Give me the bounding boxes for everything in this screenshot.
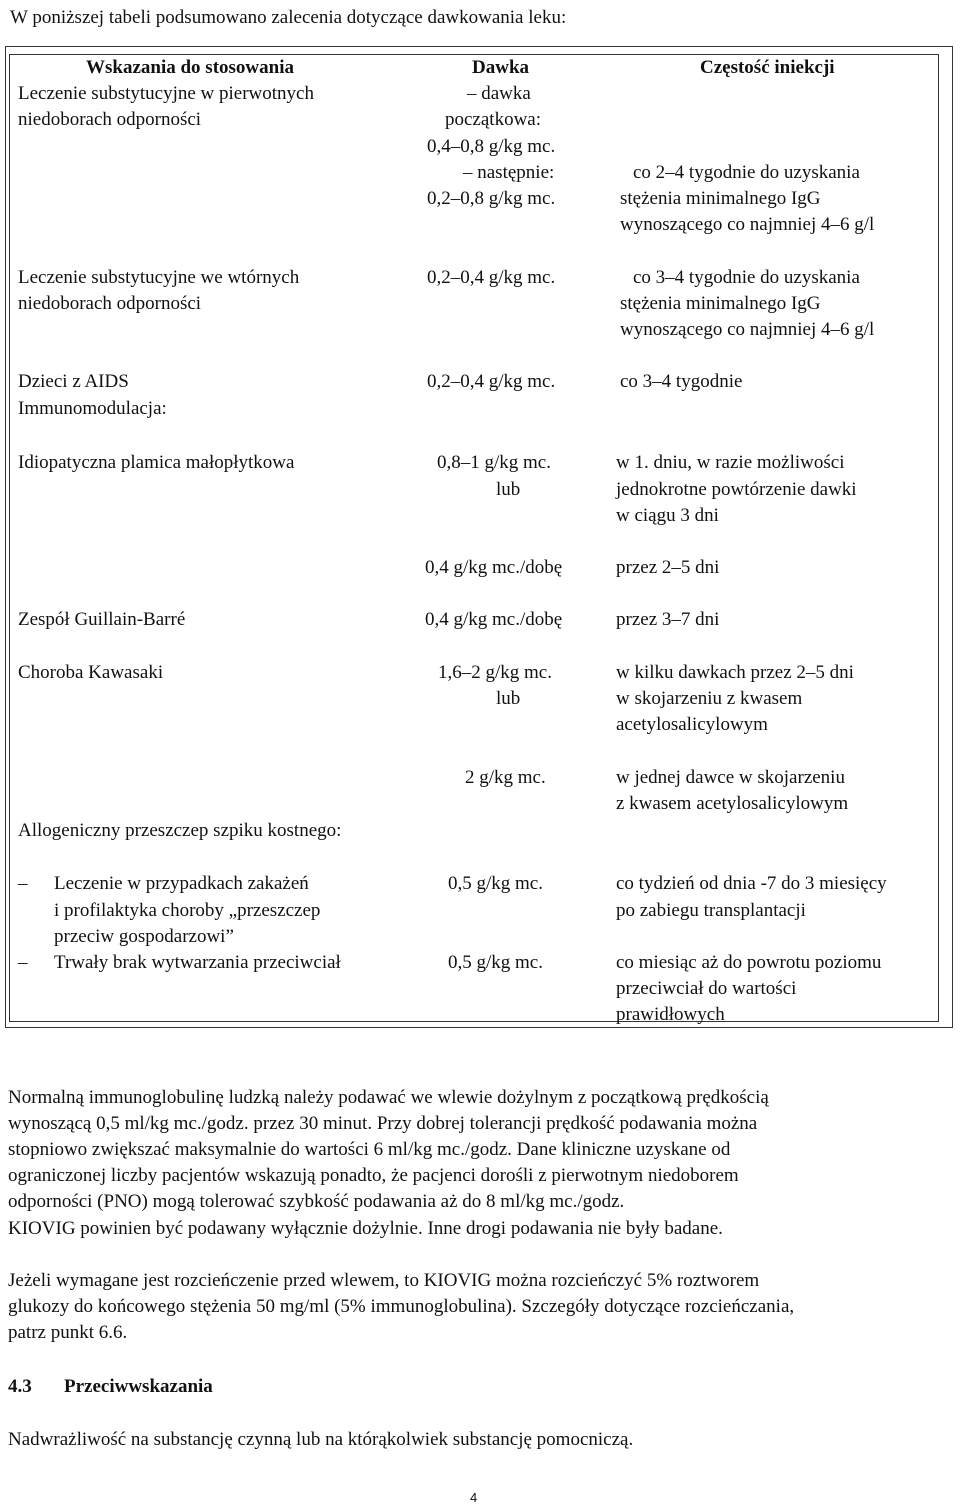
bmt-2-indication: Trwały brak wytwarzania przeciwciał bbox=[54, 952, 341, 973]
pid-dose-line: – dawka bbox=[467, 83, 531, 104]
header-frequency: Częstość iniekcji bbox=[700, 57, 835, 78]
bmt-2-dose: 0,5 g/kg mc. bbox=[448, 952, 543, 973]
aids-frequency: co 3–4 tygodnie bbox=[620, 371, 743, 392]
pid-frequency-line: wynoszącego co najmniej 4–6 g/l bbox=[620, 214, 875, 235]
pid-dose-line: – następnie: bbox=[463, 162, 555, 183]
pid-dose-line: 0,4–0,8 g/kg mc. bbox=[427, 136, 556, 157]
kawasaki-dose-1: 1,6–2 g/kg mc. bbox=[438, 662, 552, 683]
kawasaki-dose-2: 2 g/kg mc. bbox=[465, 767, 546, 788]
pid-indication-line: Leczenie substytucyjne w pierwotnych bbox=[18, 83, 314, 104]
infusion-rate-paragraph bbox=[8, 1085, 942, 1215]
intro-text: W poniższej tabeli podsumowano zalecenia dotyczące dawkowania leku: bbox=[10, 7, 567, 28]
sid-indication-line: niedoborach odporności bbox=[18, 293, 202, 314]
dash-icon: – bbox=[18, 873, 28, 894]
bmt-1-frequency-line: po zabiegu transplantacji bbox=[616, 900, 806, 921]
paragraph-line: stopniowo zwiększać maksymalnie do wartości 6 ml/kg mc./godz. Dane kliniczne uzyskane od bbox=[8, 1139, 731, 1160]
section-number: 4.3 bbox=[8, 1376, 32, 1397]
gbs-frequency: przez 3–7 dni bbox=[616, 609, 720, 630]
header-dose: Dawka bbox=[472, 57, 530, 78]
itp-frequency-2: przez 2–5 dni bbox=[616, 557, 720, 578]
sid-frequency-line: stężenia minimalnego IgG bbox=[620, 293, 821, 314]
bmt-1-frequency-line: co tydzień od dnia -7 do 3 miesięcy bbox=[616, 873, 887, 894]
hypersensitivity-paragraph: Nadwrażliwość na substancję czynną lub na którąkolwiek substancję pomocniczą. bbox=[8, 1429, 634, 1450]
immunomodulation-heading: Immunomodulacja: bbox=[18, 398, 167, 419]
bmt-1-indication-line: przeciw gospodarzowi” bbox=[54, 926, 234, 947]
kawasaki-frequency-line: w skojarzeniu z kwasem bbox=[616, 688, 803, 709]
itp-indication: Idiopatyczna plamica małopłytkowa bbox=[18, 452, 295, 473]
pid-dose-line: 0,2–0,8 g/kg mc. bbox=[427, 188, 556, 209]
paragraph-line: ograniczonej liczby pacjentów wskazują ponadto, że pacjenci dorośli z pierwotnym niedoborem bbox=[8, 1165, 739, 1186]
paragraph-line: odporności (PNO) mogą tolerować szybkość podawania aż do 8 ml/kg mc./godz. bbox=[8, 1191, 625, 1212]
dash-icon: – bbox=[18, 952, 28, 973]
kawasaki-frequency-line: acetylosalicylowym bbox=[616, 714, 768, 735]
bmt-1-indication-line: Leczenie w przypadkach zakażeń bbox=[54, 873, 309, 894]
bmt-1-dose: 0,5 g/kg mc. bbox=[448, 873, 543, 894]
bmt-2-frequency-line: co miesiąc aż do powrotu poziomu bbox=[616, 952, 882, 973]
itp-frequency-line: w 1. dniu, w razie możliwości bbox=[616, 452, 845, 473]
sid-dose: 0,2–0,4 g/kg mc. bbox=[427, 267, 556, 288]
pid-dose-line: początkowa: bbox=[445, 109, 542, 130]
itp-dose-1: 0,8–1 g/kg mc. bbox=[437, 452, 551, 473]
itp-frequency-line: jednokrotne powtórzenie dawki bbox=[616, 479, 857, 500]
paragraph-line: glukozy do końcowego stężenia 50 mg/ml (5% immunoglobulina). Szczegóły dotyczące rozcieńczania, bbox=[8, 1296, 795, 1317]
kawasaki-frequency-line: w kilku dawkach przez 2–5 dni bbox=[616, 662, 854, 683]
paragraph-line: wynoszącą 0,5 ml/kg mc./godz. przez 30 minut. Przy dobrej tolerancji prędkość podawania można bbox=[8, 1113, 758, 1134]
paragraph-line: patrz punkt 6.6. bbox=[8, 1322, 128, 1343]
bmt-heading: Allogeniczny przeszczep szpiku kostnego: bbox=[18, 820, 342, 841]
kawasaki-indication: Choroba Kawasaki bbox=[18, 662, 164, 683]
sid-frequency-line: co 3–4 tygodnie do uzyskania bbox=[633, 267, 860, 288]
kawasaki-frequency-line: w jednej dawce w skojarzeniu bbox=[616, 767, 845, 788]
itp-dose-2: 0,4 g/kg mc./dobę bbox=[425, 557, 563, 578]
kawasaki-frequency-line: z kwasem acetylosalicylowym bbox=[616, 793, 849, 814]
bmt-2-frequency-line: prawidłowych bbox=[616, 1004, 725, 1025]
header-indication: Wskazania do stosowania bbox=[86, 57, 294, 78]
kawasaki-or: lub bbox=[496, 688, 521, 709]
pid-indication-line: niedoborach odporności bbox=[18, 109, 202, 130]
page-number: 4 bbox=[470, 1490, 478, 1505]
gbs-indication: Zespół Guillain-Barré bbox=[18, 609, 186, 630]
itp-frequency-line: w ciągu 3 dni bbox=[616, 505, 719, 526]
itp-or: lub bbox=[496, 479, 521, 500]
aids-indication: Dzieci z AIDS bbox=[18, 371, 129, 392]
gbs-dose: 0,4 g/kg mc./dobę bbox=[425, 609, 563, 630]
pid-frequency-line: stężenia minimalnego IgG bbox=[620, 188, 821, 209]
aids-dose: 0,2–0,4 g/kg mc. bbox=[427, 371, 556, 392]
paragraph-line: Normalną immunoglobulinę ludzką należy podawać we wlewie dożylnym z początkową prędkością bbox=[8, 1087, 769, 1108]
bmt-2-frequency-line: przeciwciał do wartości bbox=[616, 978, 797, 999]
section-title: Przeciwwskazania bbox=[64, 1376, 213, 1397]
iv-only-paragraph: KIOVIG powinien być podawany wyłącznie dożylnie. Inne drogi podawania nie były badane. bbox=[8, 1218, 723, 1239]
sid-indication-line: Leczenie substytucyjne we wtórnych bbox=[18, 267, 300, 288]
bmt-1-indication-line: i profilaktyka choroby „przeszczep bbox=[54, 900, 321, 921]
pid-frequency-line: co 2–4 tygodnie do uzyskania bbox=[633, 162, 860, 183]
sid-frequency-line: wynoszącego co najmniej 4–6 g/l bbox=[620, 319, 875, 340]
dilution-paragraph bbox=[8, 1268, 942, 1346]
paragraph-line: Jeżeli wymagane jest rozcieńczenie przed wlewem, to KIOVIG można rozcieńczyć 5% roztworem bbox=[8, 1270, 760, 1291]
